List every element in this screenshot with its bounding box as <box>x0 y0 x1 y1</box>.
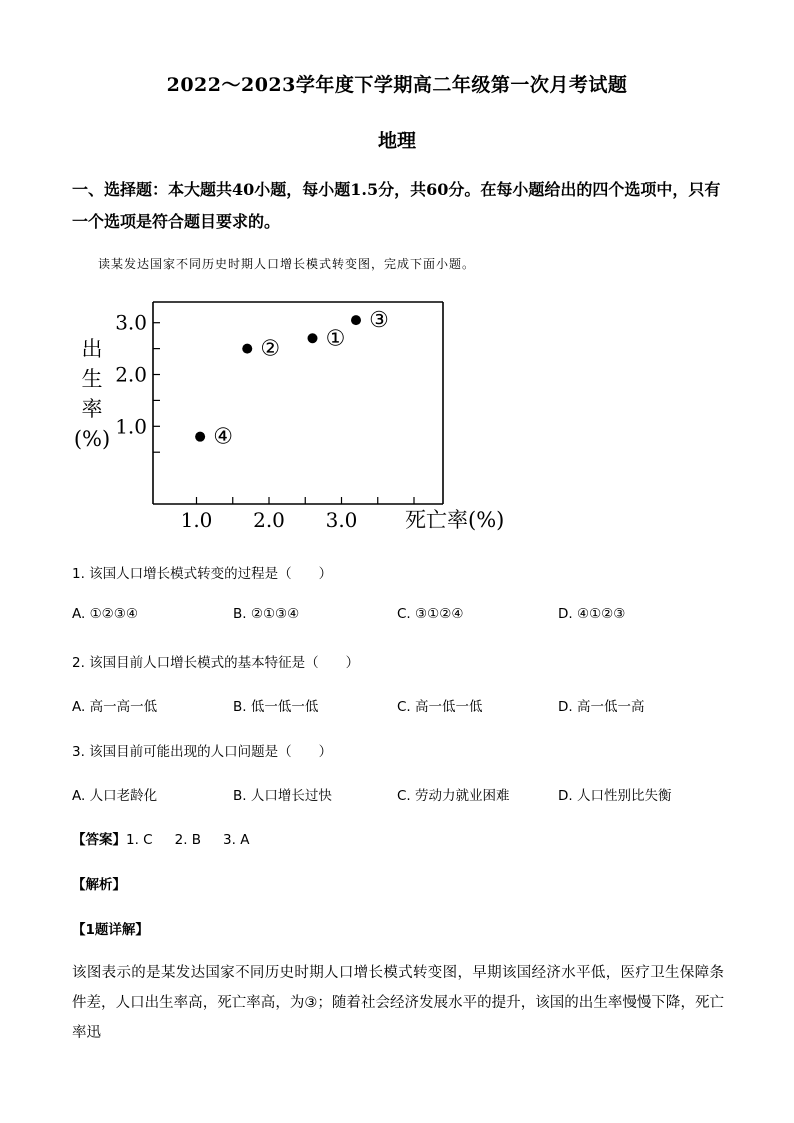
detail-label: 【1题详解】 <box>72 922 149 938</box>
q1-option-a[interactable]: A. ①②③④ <box>72 606 138 622</box>
q3-option-b[interactable]: B. 人口增长过快 <box>233 788 332 804</box>
q3-option-c[interactable]: C. 劳动力就业困难 <box>397 788 510 804</box>
answer-item-1: 1. C <box>126 832 153 848</box>
data-point <box>195 432 205 442</box>
q1-option-b[interactable]: B. ②①③④ <box>233 606 300 622</box>
y-tick-label: 2.0 <box>115 362 147 387</box>
y-tick-label: 3.0 <box>115 310 147 335</box>
x-tick-label: 2.0 <box>253 508 285 532</box>
explanation-paragraph: 该图表示的是某发达国家不同历史时期人口增长模式转变图，早期该国经济水平低，医疗卫生保障条件差，人口出生率高，死亡率高，为③；随着社会经济发展水平的提升，该国的出生率慢慢下降，死亡率迅 <box>72 965 724 1041</box>
data-point-label: ① <box>325 326 346 352</box>
q2-option-d[interactable]: D. 高一低一高 <box>558 699 645 715</box>
answer-item-2: 2. B <box>174 832 202 848</box>
q2-option-b[interactable]: B. 低一低一低 <box>233 699 319 715</box>
data-point-label: ③ <box>369 308 389 334</box>
question-1: 1. 该国人口增长模式转变的过程是（ ） <box>72 566 333 582</box>
question-3: 3. 该国目前可能出现的人口问题是（ ） <box>72 744 333 760</box>
y-axis-label: 出 <box>81 337 103 361</box>
y-axis-label: 生 <box>81 367 103 391</box>
answer-label: 【答案】 <box>72 832 126 848</box>
x-tick-label: 3.0 <box>325 508 358 532</box>
scatter-chart <box>60 290 540 540</box>
x-tick-label: 1.0 <box>180 508 213 532</box>
subject-title: 地理 <box>377 130 416 152</box>
data-point <box>308 333 318 343</box>
data-point-label: ② <box>260 336 281 362</box>
data-point <box>242 344 252 354</box>
x-axis-label: 死亡率(%) <box>405 508 505 532</box>
question-2: 2. 该国目前人口增长模式的基本特征是（ ） <box>72 655 360 671</box>
y-axis-label: 率 <box>81 397 103 421</box>
q1-option-c[interactable]: C. ③①②④ <box>397 606 464 622</box>
intro-text: 读某发达国家不同历史时期人口增长模式转变图，完成下面小题。 <box>98 257 476 271</box>
data-point-label: ④ <box>213 424 233 450</box>
answer-line <box>72 828 249 848</box>
y-axis-label: (%) <box>73 427 111 451</box>
q3-option-d[interactable]: D. 人口性别比失衡 <box>558 788 672 804</box>
q3-option-a[interactable]: A. 人口老龄化 <box>72 788 158 804</box>
q2-option-a[interactable]: A. 高一高一低 <box>72 699 158 715</box>
y-tick-label: 1.0 <box>115 414 147 439</box>
q2-option-c[interactable]: C. 高一低一低 <box>397 699 483 715</box>
q1-option-d[interactable]: D. ④①②③ <box>558 606 626 622</box>
page-title: 2022～2023学年度下学期高二年级第一次月考试题 <box>166 74 628 96</box>
answer-item-3: 3. A <box>223 832 250 848</box>
analysis-label: 【解析】 <box>72 877 126 893</box>
data-point <box>351 315 361 325</box>
section-heading: 一、选择题：本大题共40小题，每小题1.5分，共60分。在每小题给出的四个选项中，只有一个选项是符合题目要求的。 <box>72 180 721 231</box>
